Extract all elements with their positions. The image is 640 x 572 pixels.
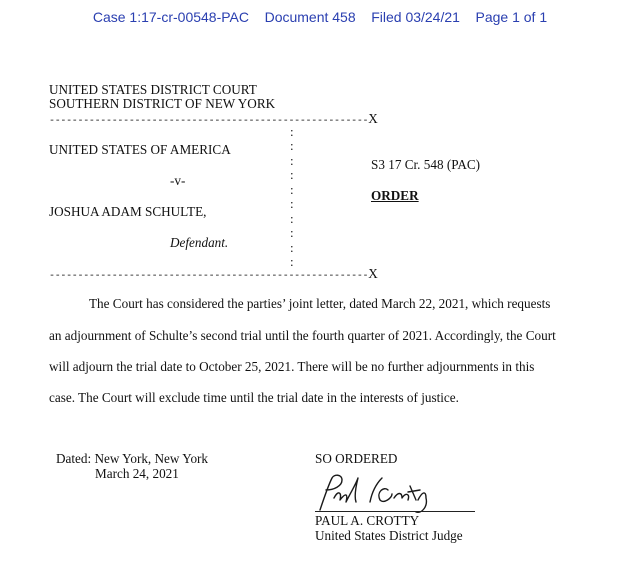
filed-date: Filed 03/24/21 (371, 9, 460, 25)
caption-colon: : (290, 182, 294, 197)
dated-location: Dated: New York, New York (56, 451, 209, 466)
caption-colon: : (290, 225, 294, 240)
caption-colon: : (290, 211, 294, 226)
defendant-name: JOSHUA ADAM SCHULTE, (49, 204, 207, 219)
signature-line (315, 511, 475, 512)
ecf-header (0, 9, 640, 25)
document-number: Document 458 (264, 9, 356, 25)
judge-signature (312, 470, 442, 516)
court-name-line1: UNITED STATES DISTRICT COURT (49, 82, 257, 97)
body-line: an adjournment of Schulte’s second trial until the fourth quarter of 2021. Accordingly, the Court (49, 328, 556, 343)
judge-title: United States District Judge (315, 528, 463, 543)
caption-colon: : (290, 124, 294, 139)
so-ordered-label: SO ORDERED (315, 451, 398, 466)
body-line: The Court has considered the parties’ joint letter, dated March 22, 2021, which requests (89, 296, 551, 311)
dated-date: March 24, 2021 (95, 466, 179, 481)
body-line: case. The Court will exclude time until the trial date in the interests of justice. (49, 390, 459, 405)
plaintiff-name: UNITED STATES OF AMERICA (49, 142, 231, 157)
order-title: ORDER (371, 188, 419, 203)
defendant-role: Defendant. (170, 235, 229, 250)
caption-colon: : (290, 240, 294, 255)
caption-top-rule: --------------------------------------------------------X (49, 111, 378, 127)
caption-colon: : (290, 153, 294, 168)
caption-colon: : (290, 138, 294, 153)
body-line: will adjourn the trial date to October 25, 2021. There will be no further adjournments in this (49, 359, 535, 374)
caption-colon: : (290, 254, 294, 269)
versus-label: -v- (170, 173, 186, 188)
case-number: S3 17 Cr. 548 (PAC) (371, 157, 481, 172)
court-name-line2: SOUTHERN DISTRICT OF NEW YORK (49, 96, 276, 111)
caption-colon: : (290, 167, 294, 182)
judge-name: PAUL A. CROTTY (315, 513, 420, 528)
caption-colon: : (290, 196, 294, 211)
case-number-header: Case 1:17-cr-00548-PAC (92, 9, 250, 25)
page-count: Page 1 of 1 (475, 9, 548, 25)
caption-bottom-rule: --------------------------------------------------------X (49, 266, 378, 282)
